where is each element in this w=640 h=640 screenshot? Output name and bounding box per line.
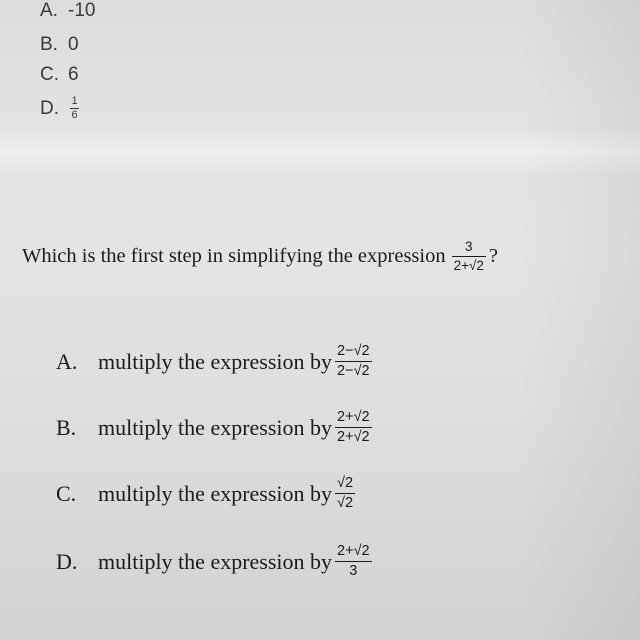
fraction-numerator: √2 — [337, 475, 354, 491]
fraction-denominator: 6 — [71, 109, 78, 121]
answer-choice-c[interactable] — [56, 476, 355, 511]
question-mark: ? — [488, 245, 499, 267]
answer-choice-b[interactable] — [56, 410, 372, 445]
fraction-numerator: 3 — [465, 239, 473, 254]
prev-choice-letter: A. — [40, 0, 58, 21]
fraction-denominator: 2+√2 — [337, 429, 370, 445]
fraction-numerator: 1 — [71, 95, 78, 107]
answer-text: multiply the expression by — [98, 548, 333, 574]
fraction-bar — [335, 561, 372, 562]
fraction-numerator: 2+√2 — [337, 543, 370, 559]
answer-letter: D. — [56, 548, 78, 574]
fraction-bar — [335, 427, 372, 428]
prev-choice-a[interactable] — [40, 0, 95, 22]
prev-choice-letter: C. — [40, 64, 59, 85]
answer-letter: A. — [56, 348, 78, 374]
fraction-bar — [452, 256, 486, 257]
prev-choice-text: -10 — [68, 0, 96, 21]
answer-fraction — [335, 476, 355, 511]
answer-letter: B. — [56, 414, 77, 440]
prev-choice-letter: D. — [40, 97, 59, 119]
paper-shadow — [520, 0, 640, 640]
fraction-denominator: √2 — [337, 495, 354, 511]
fraction-numerator: 2−√2 — [337, 343, 370, 359]
prev-choice-c[interactable] — [40, 64, 79, 86]
question-expression — [452, 240, 486, 273]
fraction-denominator: 2−√2 — [337, 363, 370, 379]
prev-choice-b[interactable] — [40, 34, 79, 56]
answer-fraction — [335, 410, 372, 445]
answer-text: multiply the expression by — [98, 480, 333, 506]
question-text: Which is the first step in simplifying the expression — [22, 245, 446, 267]
prev-choice-text: 0 — [68, 34, 79, 55]
answer-fraction — [335, 544, 372, 579]
answer-choice-a[interactable] — [56, 344, 372, 379]
fraction-denominator: 3 — [349, 563, 358, 579]
answer-letter: C. — [56, 480, 77, 506]
prev-choice-letter: B. — [40, 34, 58, 55]
fraction-numerator: 2+√2 — [337, 409, 370, 425]
fraction-denominator: 2+√2 — [453, 258, 484, 273]
question-stem — [22, 240, 498, 273]
answer-fraction — [335, 344, 372, 379]
prev-choice-text: 6 — [68, 64, 79, 85]
fraction-bar — [335, 361, 372, 362]
prev-choice-fraction — [70, 96, 79, 121]
answer-text: multiply the expression by — [98, 414, 333, 440]
answer-choice-d[interactable] — [56, 544, 372, 579]
fraction-bar — [335, 493, 355, 494]
prev-choice-d[interactable] — [40, 96, 79, 121]
answer-text: multiply the expression by — [98, 348, 333, 374]
